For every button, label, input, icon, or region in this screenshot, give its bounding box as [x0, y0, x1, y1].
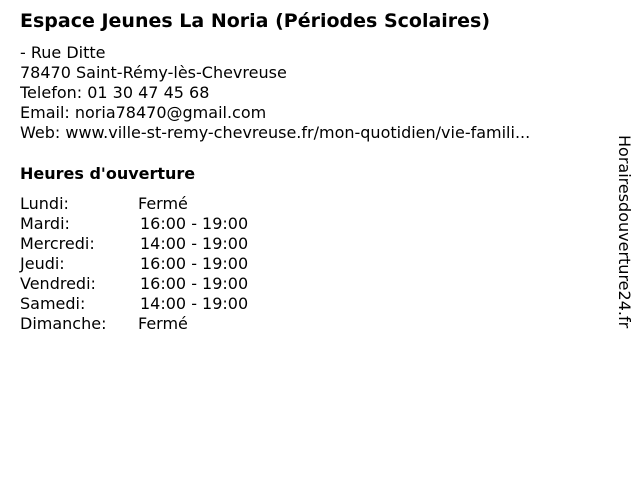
page-title: Espace Jeunes La Noria (Périodes Scolaires)	[20, 10, 491, 32]
day-label: Jeudi:	[20, 254, 65, 273]
time-value: 14:00 - 19:00	[140, 294, 249, 313]
day-label: Lundi:	[20, 194, 69, 213]
city-address: 78470 Saint-Rémy-lès-Chevreuse	[20, 63, 287, 82]
day-label: Dimanche:	[20, 314, 107, 333]
time-value: Fermé	[138, 194, 188, 213]
time-value: 16:00 - 19:00	[140, 274, 249, 293]
contact-block	[20, 43, 600, 143]
street-address: - Rue Ditte	[20, 43, 106, 62]
day-label: Mercredi:	[20, 234, 95, 253]
site-watermark: Horairesdouverture24.fr	[615, 135, 634, 329]
day-label: Samedi:	[20, 294, 86, 313]
email-address: Email: noria78470@gmail.com	[20, 103, 267, 122]
time-value: 16:00 - 19:00	[140, 214, 249, 233]
time-value: 14:00 - 19:00	[140, 234, 249, 253]
day-label: Mardi:	[20, 214, 70, 233]
time-value: Fermé	[138, 314, 188, 333]
website-link[interactable]: Web: www.ville-st-remy-chevreuse.fr/mon-quotidien/vie-famili...	[20, 123, 531, 142]
day-label: Vendredi:	[20, 274, 96, 293]
opening-hours-title: Heures d'ouverture	[20, 164, 196, 183]
time-value: 16:00 - 19:00	[140, 254, 249, 273]
phone-number: Telefon: 01 30 47 45 68	[20, 83, 210, 102]
